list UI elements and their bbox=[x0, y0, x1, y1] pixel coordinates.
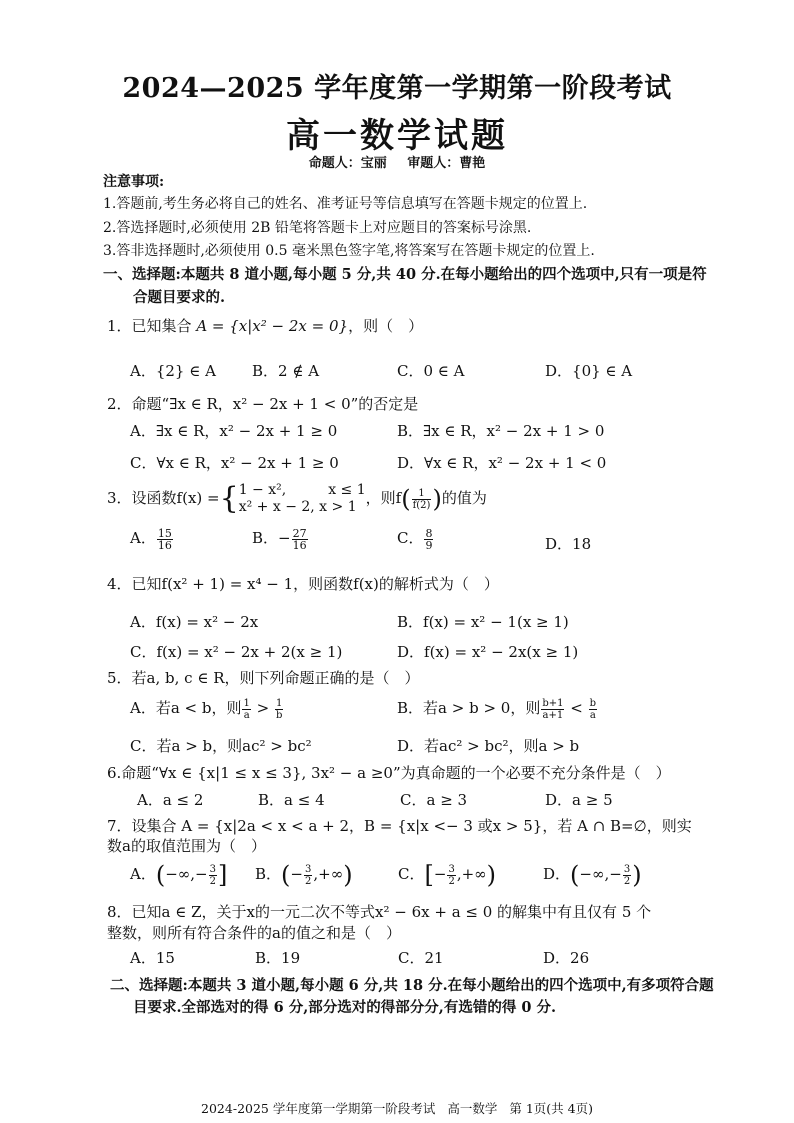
q1-option-b: B．2 ∉ A bbox=[252, 362, 320, 380]
subject-title: 高一数学试题 bbox=[286, 116, 508, 156]
notice-item-2: 2.答选择题时,必须使用 2B 铅笔将答题卡上对应题目的答案标号涂黑. bbox=[103, 220, 532, 236]
q8-option-d: D．26 bbox=[543, 949, 590, 967]
q4-stem: 4．已知f(x² + 1) = x⁴ − 1，则函数f(x)的解析式为（ ） bbox=[107, 575, 499, 593]
q4-option-d: D．f(x) = x² − 2x(x ≥ 1) bbox=[397, 643, 579, 661]
page-footer bbox=[0, 1099, 794, 1117]
notice-item-3: 3.答非选择题时,必须使用 0.5 毫米黑色签字笔,将答案写在答题卡规定的位置上. bbox=[103, 243, 595, 259]
q5-option-d: D．若ac² > bc²，则a > b bbox=[397, 737, 580, 755]
q8-option-c: C．21 bbox=[398, 949, 444, 967]
q8-option-b: B．19 bbox=[255, 949, 301, 967]
q6-option-b: B．a ≤ 4 bbox=[258, 791, 325, 809]
q2-stem: 2．命题“∃x ∈ R，x² − 2x + 1 < 0”的否定是 bbox=[107, 395, 419, 413]
q7-option-a: A．(−∞,− $\frac{3}{2}$ ] bbox=[130, 861, 228, 889]
q7-option-d: D．(−∞,− $\frac{3}{2}$ ) bbox=[543, 861, 642, 889]
q6-stem: 6.命题“∀x ∈ {x|1 ≤ x ≤ 3}, 3x² − a ≥0”为真命题的一个必要不充分条件是（ ） bbox=[107, 764, 671, 782]
author-line bbox=[0, 152, 794, 171]
q8-line-1: 8．已知a ∈ Z，关于x的一元二次不等式x² − 6x + a ≤ 0 的解集中有且仅有 5 个 bbox=[107, 903, 652, 921]
q4-option-b: B．f(x) = x² − 1(x ≥ 1) bbox=[397, 613, 569, 631]
q2-option-b: B．∃x ∈ R，x² − 2x + 1 > 0 bbox=[397, 422, 605, 440]
section-1-line-1: 一、选择题:本题共 8 道小题,每小题 5 分,共 40 分.在每小题给出的四个选项中,只有一项是符 bbox=[103, 266, 707, 283]
q1-option-a: A．{2} ∈ A bbox=[130, 362, 216, 380]
q6-option-a: A．a ≤ 2 bbox=[137, 791, 204, 809]
footer-page-number: 第 1页(共 4页) bbox=[509, 1101, 593, 1116]
q3-cases: 1 − x², x ≤ 1 x² + x − 2, x > 1 bbox=[238, 482, 366, 515]
q8-option-a: A．15 bbox=[130, 949, 175, 967]
section-2-line-2: 目要求.全部选对的得 6 分,部分选对的得部分分,有选错的得 0 分. bbox=[133, 999, 557, 1016]
q1-stem: 1．已知集合 A = {x|x² − 2x = 0}，则（ ） bbox=[107, 317, 424, 335]
q3-option-c: C． $\frac{8}{9}$ bbox=[397, 526, 433, 552]
q3-inner-fraction: $\frac{1}{f(2)}$ bbox=[412, 487, 431, 511]
footer-subject: 高一数学 bbox=[447, 1101, 498, 1116]
q7-option-c: C．[− $\frac{3}{2}$ ,+∞) bbox=[398, 861, 497, 889]
q2-option-c: C．∀x ∈ R，x² − 2x + 1 ≥ 0 bbox=[130, 454, 339, 472]
q7-line-1: 7．设集合 A = {x|2a < x < a + 2，B = {x|x <− 3 或x > 5}，若 A ∩ B=∅，则实 bbox=[107, 817, 692, 835]
footer-exam: 2024-2025 学年度第一学期第一阶段考试 bbox=[201, 1101, 436, 1116]
q2-option-a: A．∃x ∈ R，x² − 2x + 1 ≥ 0 bbox=[130, 422, 338, 440]
q3-option-d: D．18 bbox=[545, 535, 592, 553]
q8-line-2: 整数，则所有符合条件的a的值之和是（ ） bbox=[107, 924, 401, 942]
q5-option-b: B．若a > b > 0，则 $\frac{b+1}{a+1}$ < $\frac{b}{a}$ bbox=[397, 697, 596, 721]
exam-title: 2024—2025 学年度第一学期第一阶段考试 bbox=[122, 73, 672, 104]
q7-line-2: 数a的取值范围为（ ） bbox=[107, 837, 266, 855]
q1-option-d: D．{0} ∈ A bbox=[545, 362, 633, 380]
q1-set: A = {x|x² − 2x = 0} bbox=[196, 317, 349, 335]
notice-item-1: 1.答题前,考生务必将自己的姓名、准考证号等信息填写在答题卡规定的位置上. bbox=[103, 196, 588, 212]
q1-option-c: C．0 ∈ A bbox=[397, 362, 465, 380]
q3-brace: { bbox=[219, 481, 239, 516]
q7-option-b: B．(− $\frac{3}{2}$ ,+∞) bbox=[255, 861, 353, 889]
q5-option-a: A．若a < b，则 $\frac{1}{a}$ > $\frac{1}{b}$ bbox=[130, 697, 283, 721]
q4-option-c: C．f(x) = x² − 2x + 2(x ≥ 1) bbox=[130, 643, 343, 661]
section-1-line-2: 合题目要求的. bbox=[133, 289, 226, 306]
section-2-line-1: 二、选择题:本题共 3 道小题,每小题 6 分,共 18 分.在每小题给出的四个选项中,有多项符合题 bbox=[110, 977, 714, 994]
q3-stem: 3．设函数f(x) ={ 1 − x², x ≤ 1 x² + x − 2, x > 1 ，则f( $\frac{1}{f(2)}$ )的值为 bbox=[107, 481, 487, 516]
q3-option-b: B．− $\frac{27}{16}$ bbox=[252, 526, 307, 552]
q5-stem: 5．若a, b, c ∈ R，则下列命题正确的是（ ） bbox=[107, 669, 420, 687]
setter: 命题人：宝丽 bbox=[308, 156, 387, 171]
q6-option-d: D．a ≥ 5 bbox=[545, 791, 613, 809]
notice-heading: 注意事项: bbox=[103, 174, 165, 190]
q5-option-c: C．若a > b，则ac² > bc² bbox=[130, 737, 312, 755]
q6-option-c: C．a ≥ 3 bbox=[400, 791, 468, 809]
reviewer: 审题人：曹艳 bbox=[407, 156, 486, 171]
q4-option-a: A．f(x) = x² − 2x bbox=[130, 613, 259, 631]
q3-option-a: A． $\frac{15}{16}$ bbox=[130, 526, 172, 552]
q2-option-d: D．∀x ∈ R，x² − 2x + 1 < 0 bbox=[397, 454, 607, 472]
